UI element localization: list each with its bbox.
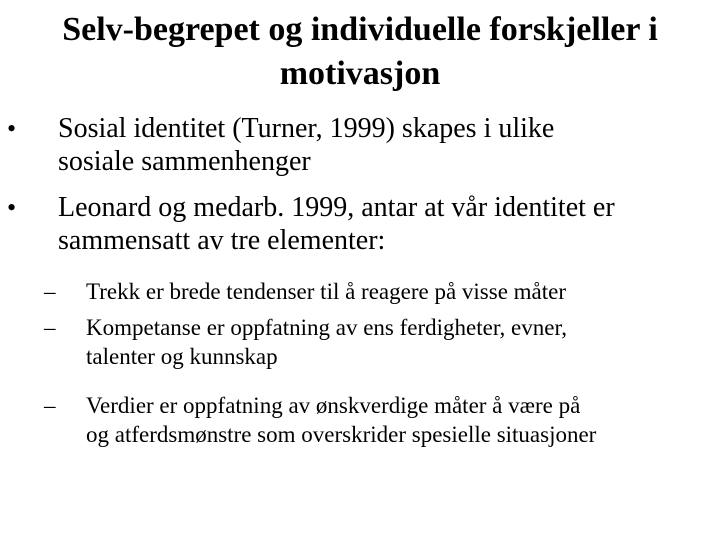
bullet-text xyxy=(58,112,554,178)
sub-bullet-text-line: Kompetanse er oppfatning av ens ferdigheter, evner, xyxy=(86,315,567,340)
sub-bullet-text-line: Trekk er brede tendenser til å reagere på visse måter xyxy=(86,279,567,304)
bullet-marker: • xyxy=(7,193,17,222)
bullet-text-line: Sosial identitet (Turner, 1999) skapes i ulike xyxy=(58,113,555,144)
sub-bullet-marker: – xyxy=(44,393,56,418)
bullet-text xyxy=(58,191,615,257)
bullet-text-line: Leonard og medarb. 1999, antar at vår identitet er xyxy=(58,192,615,223)
sub-bullet-text-line: og atferdsmønstre som overskrider spesielle situasjoner xyxy=(86,422,597,447)
bullet-marker: • xyxy=(7,114,17,143)
sub-bullet-marker: – xyxy=(44,279,56,304)
slide-title-line-2: motivasjon xyxy=(279,55,441,92)
sub-bullet-marker: – xyxy=(44,315,56,340)
sub-bullet-text xyxy=(86,313,567,371)
slide-title xyxy=(0,8,720,96)
bullet-text-line: sosiale sammenhenger xyxy=(58,146,311,177)
sub-bullet-text xyxy=(86,391,596,449)
sub-bullet-text xyxy=(86,277,566,306)
bullet-text-line: sammensatt av tre elementer: xyxy=(58,225,386,256)
sub-bullet-text-line: talenter og kunnskap xyxy=(86,344,278,369)
sub-bullet-text-line: Verdier er oppfatning av ønskverdige måter å være på xyxy=(86,393,581,418)
slide-title-line-1: Selv-begrepet og individuelle forskjeller i xyxy=(62,11,658,48)
